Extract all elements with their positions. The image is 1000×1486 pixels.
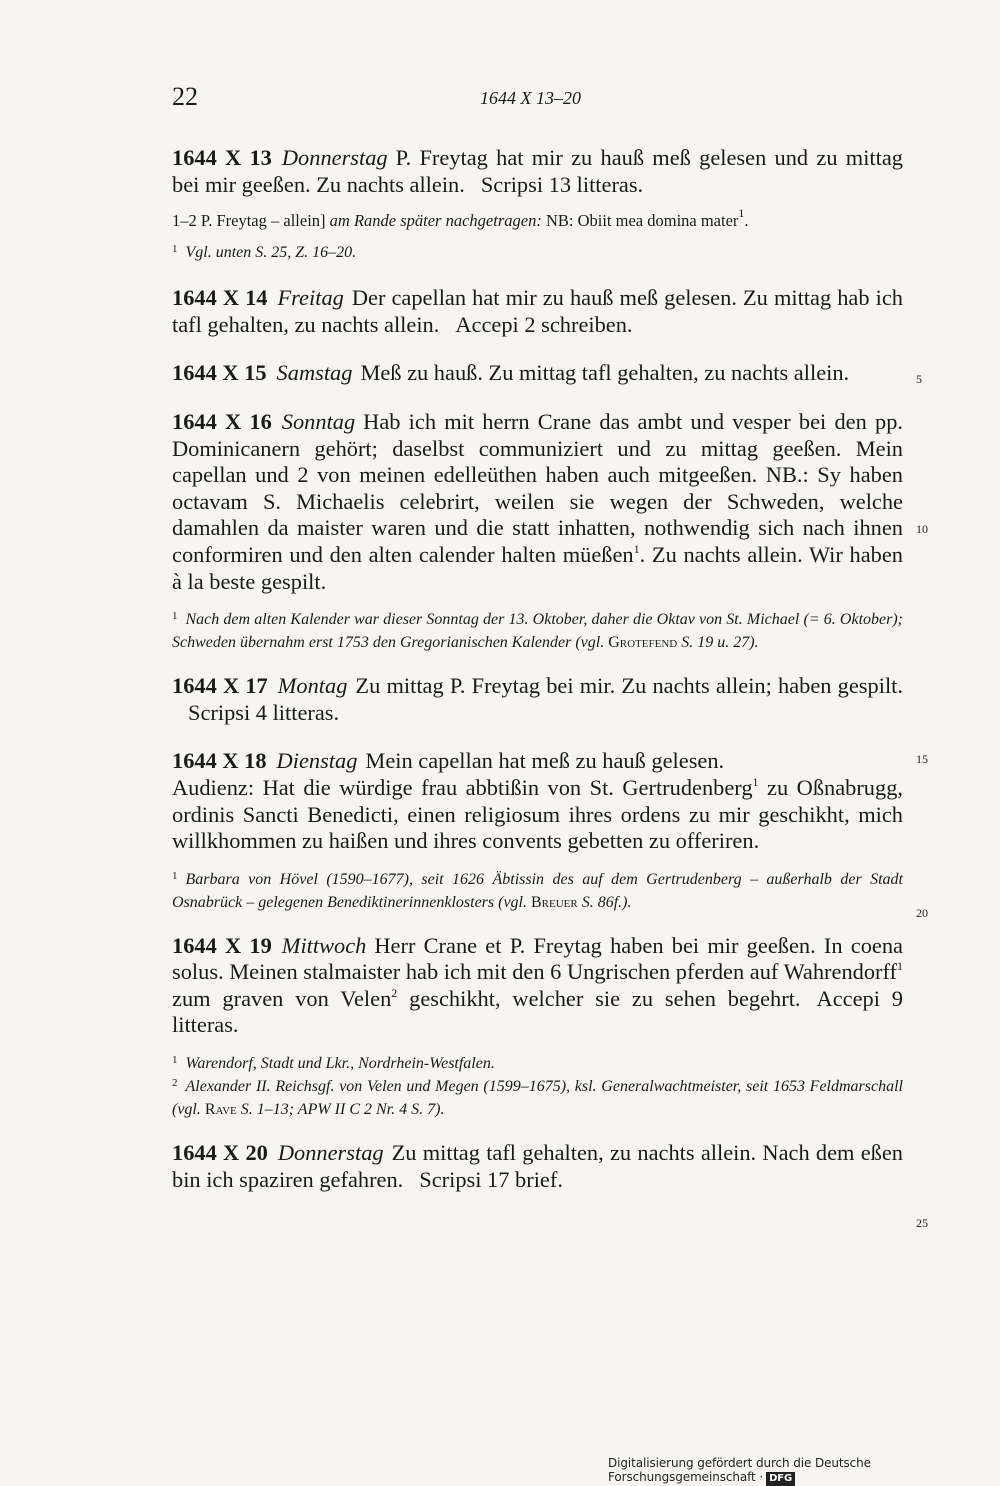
footnote-marker: 2	[391, 985, 398, 1000]
entry-text: geschikht, welcher sie zu sehen begehrt.	[397, 985, 801, 1011]
diary-entry	[172, 145, 903, 198]
entry-text: Accepi 2 schreiben.	[455, 311, 633, 337]
apparatus-text: NB: Obiit mea domina mater	[545, 211, 739, 231]
entry-text: Herr Crane et P. Freytag haben bei mir geeßen. In coena solus. Meinen stalmaister hab ich mit den 6 Ungrischen pferden auf Wahrendorff	[172, 932, 903, 985]
entry-day: Donnerstag	[281, 145, 388, 170]
page-header	[172, 82, 902, 116]
entry-day: Freitag	[277, 285, 344, 311]
footnote-text: Alexander II. Reichsgf. von Velen und Megen (1599–1675), ksl. Generalwachtmeister, seit 1653 Feldmarschall (vgl.	[172, 1078, 903, 1119]
entry-date: 1644 X 16	[172, 408, 272, 434]
entry-text: . Zu nachts allein. Wir haben à la beste gespilt.	[172, 541, 903, 594]
entry-text: Mein capellan hat meß zu hauß gelesen.	[365, 748, 725, 774]
line-number: 15	[916, 752, 928, 766]
footnote-marker: 1	[897, 959, 903, 974]
entry-day: Sonntag	[281, 408, 356, 434]
entry-text: Meß zu hauß. Zu mittag tafl gehalten, zu nachts allein.	[360, 360, 850, 386]
footnote-end: S. 86f.).	[581, 893, 632, 911]
entry-day: Donnerstag	[277, 1140, 384, 1166]
digitization-footer	[608, 1456, 1000, 1486]
page-content	[172, 145, 903, 1193]
line-number: 25	[916, 1216, 928, 1230]
footnote	[172, 609, 903, 653]
diary-entry	[172, 409, 903, 595]
footnote	[172, 1053, 903, 1076]
entry-date: 1644 X 15	[172, 360, 267, 386]
footnote-end: S. 19 u. 27).	[681, 634, 759, 652]
entry-day: Samstag	[276, 360, 353, 386]
footnote	[172, 869, 903, 913]
diary-entry	[172, 360, 903, 387]
entry-day: Mittwoch	[281, 932, 367, 958]
entry-text: zum graven von Velen	[172, 985, 392, 1011]
entry-text: Scripsi 13 litteras.	[480, 171, 644, 197]
apparatus-lemma: 1–2 P. Freytag – allein]	[172, 211, 326, 231]
entry-text: Scripsi 4 litteras.	[188, 699, 340, 725]
entry-date: 1644 X 14	[172, 285, 268, 311]
footnote-number: 1	[172, 610, 178, 623]
page-number: 22	[172, 82, 198, 111]
footnote-text: Warendorf, Stadt und Lkr., Nordrhein-Westfalen.	[185, 1055, 495, 1073]
critical-apparatus	[172, 206, 903, 232]
entry-text: Audienz: Hat die würdige frau abbtißin von St. Gertrudenberg	[172, 774, 753, 800]
entry-date: 1644 X 17	[172, 673, 268, 699]
entry-text: zu Oßnabrugg, ordinis Sancti Benedicti, einen religiosum ihres ordens zu mir geschikht, mich willkhommen zu haißen und ihres convents gebetten zu offeriren.	[172, 774, 903, 854]
line-number: 20	[916, 906, 928, 920]
footnote-author: Breuer	[531, 893, 578, 911]
footer-text: Digitalisierung gefördert durch die Deutsche Forschungsgemeinschaft ·	[608, 1456, 871, 1484]
footnote-number: 2	[172, 1077, 178, 1090]
diary-entry	[172, 285, 903, 338]
apparatus-remark: am Rande später nachgetragen:	[329, 211, 542, 231]
footnote-number: 1	[172, 869, 178, 882]
footnote-marker: 1	[738, 206, 745, 221]
diary-entry	[172, 748, 903, 854]
line-number: 5	[916, 372, 922, 386]
entry-text: P. Freytag hat mir zu hauß meß gelesen und zu mittag bei mir geeßen. Zu nachts allein.	[172, 145, 903, 197]
footnote-text: Nach dem alten Kalender war dieser Sonntag der 13. Oktober, daher die Oktav von St. Michael (= 6. Oktober); Schweden übernahm erst 1753 den Gregorianischen Kalender (vgl.	[172, 611, 903, 652]
entry-day: Montag	[277, 673, 348, 699]
running-head: 1644 X 13–20	[480, 88, 581, 108]
footnote-end: S. 1–13; APW II C 2 Nr. 4 S. 7).	[240, 1101, 445, 1119]
entry-date: 1644 X 13	[172, 145, 272, 170]
footnote-author: Grotefend	[608, 634, 678, 652]
footnote-number: 1	[172, 1054, 178, 1067]
footnote-text: Barbara von Hövel (1590–1677), seit 1626 Äbtissin des auf dem Gertrudenberg – außerhalb der Stadt Osnabrück – gelegenen Benediktinerinnenklosters (vgl.	[172, 870, 903, 911]
entry-text: Der capellan hat mir zu hauß meß gelesen. Zu mittag hab ich tafl gehalten, zu nachts allein.	[172, 285, 903, 337]
line-number: 10	[916, 522, 928, 536]
entry-date: 1644 X 18	[172, 748, 267, 774]
dfg-logo: DFG	[766, 1472, 795, 1486]
footnote-marker: 1	[752, 774, 759, 789]
diary-entry	[172, 933, 903, 1039]
entry-date: 1644 X 19	[172, 932, 272, 958]
entry-text: Zu mittag P. Freytag bei mir. Zu nachts allein; haben gespilt.	[355, 673, 903, 699]
footnote-text: Vgl. unten S. 25, Z. 16–20.	[185, 244, 357, 262]
footnote-author: Rave	[204, 1101, 237, 1119]
diary-entry	[172, 1140, 903, 1193]
footnote	[172, 1076, 903, 1120]
entry-text: Hab ich mit herrn Crane das ambt und vesper bei den pp. Dominicanern gehört; daselbst communiziert und zu mittag geeßen. Mein capellan und 2 von meinen edelleüthen haben auch mitgeeßen. NB.: Sy haben octavam S. Michaelis celebrirt, weilen sie wegen der Schweden, welche damahlen da maister waren und die statt inhatten, nothwendig sich nach ihnen conformiren und den alten calender halten müeßen	[172, 408, 903, 567]
entry-text: Accepi 9 litteras.	[172, 985, 904, 1038]
entry-text: Scripsi 17 brief.	[419, 1166, 563, 1192]
footnote-marker: 1	[633, 541, 640, 556]
footnote	[172, 242, 903, 265]
diary-entry	[172, 673, 903, 726]
apparatus-end: .	[744, 211, 749, 231]
entry-text: Zu mittag tafl gehalten, zu nachts allein. Nach dem eßen bin ich spaziren gefahren.	[172, 1140, 903, 1192]
entry-date: 1644 X 20	[172, 1140, 268, 1166]
footnote-number: 1	[172, 243, 178, 256]
entry-day: Dienstag	[276, 748, 358, 774]
